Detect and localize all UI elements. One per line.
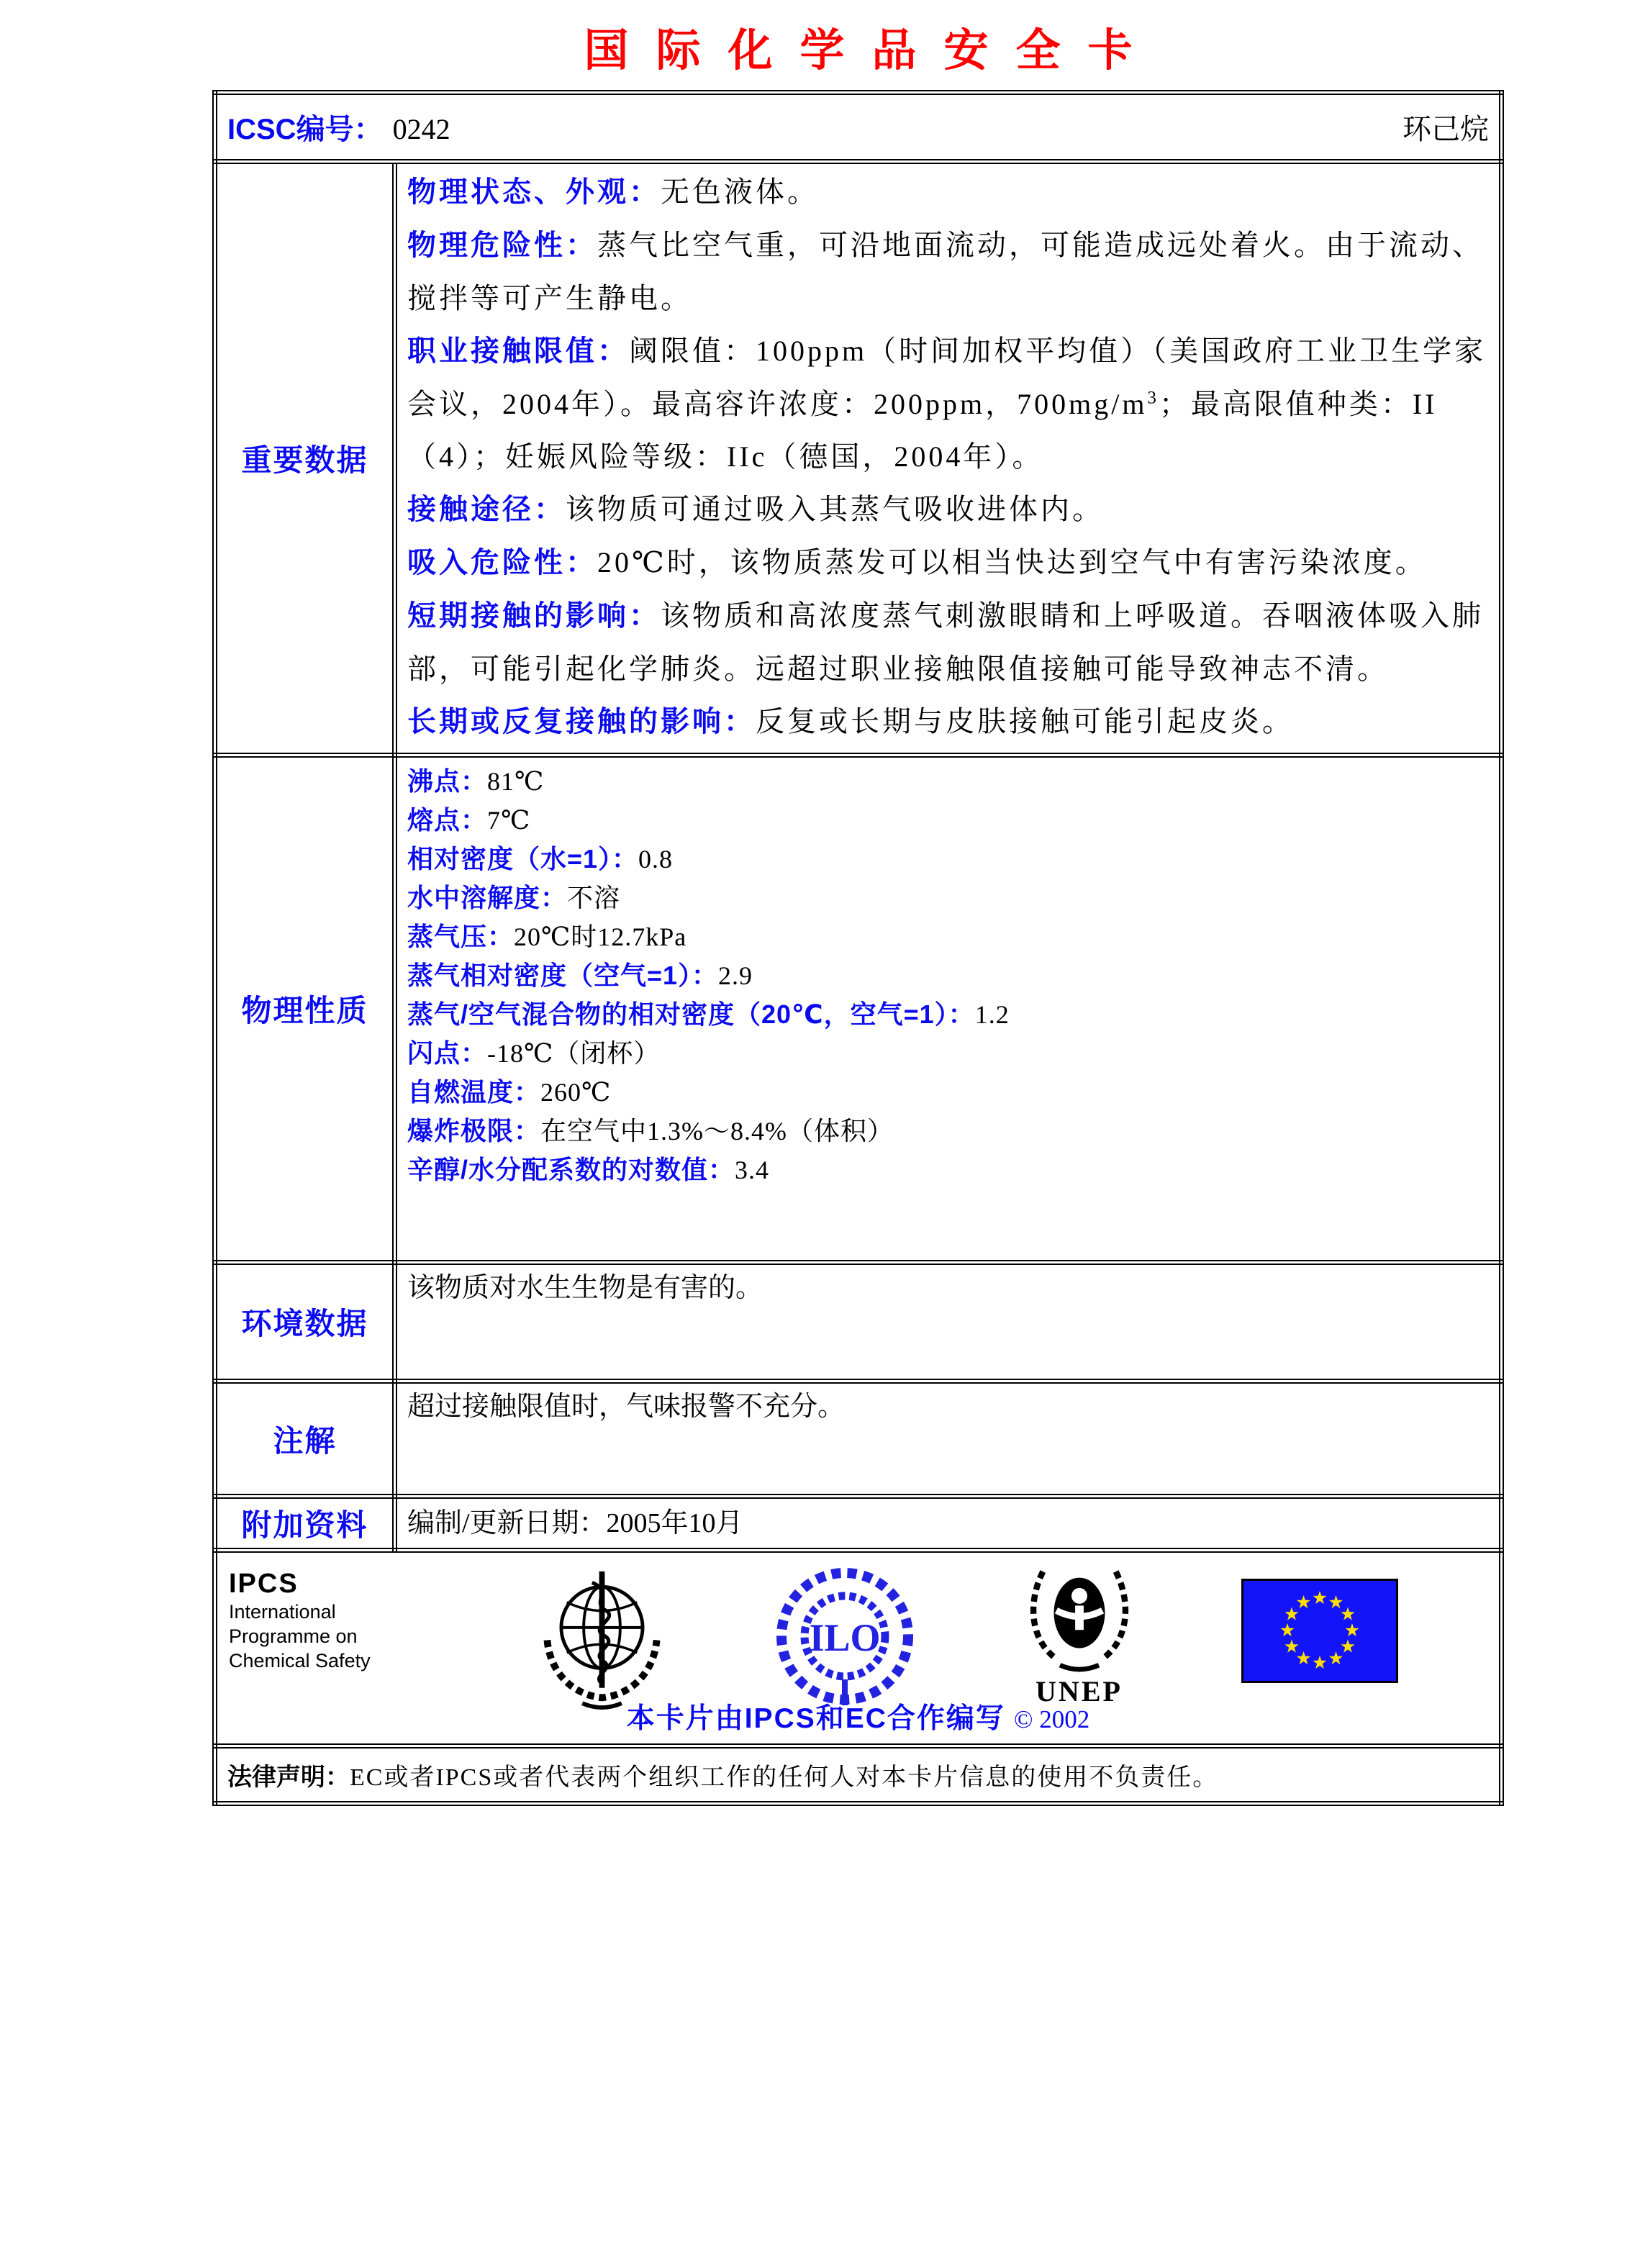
ilo-logo-icon xyxy=(773,1564,917,1715)
ipcs-line-1: International xyxy=(229,1601,336,1623)
footer-copyright: © 2002 xyxy=(1013,1705,1090,1733)
footer-row xyxy=(215,1551,1502,1746)
icsc-table xyxy=(212,90,1504,1806)
notes-content: 超过接触限值时，气味报警不充分。 xyxy=(395,1382,1502,1497)
notes-row xyxy=(215,1382,1502,1497)
icsc-number-value: 0242 xyxy=(392,113,450,145)
icsc-number-label: ICSC编号： xyxy=(227,114,383,145)
who-logo-icon xyxy=(532,1564,672,1712)
footer-cell xyxy=(215,1551,1502,1746)
ipcs-line-2: Programme on xyxy=(229,1625,358,1647)
additional-info-content: 编制/更新日期：2005年10月 xyxy=(395,1497,1502,1551)
physical-properties-content: 沸点：81℃ 熔点：7℃ 相对密度（水=1）：0.8 水中溶解度：不溶 蒸气压：20℃时12.7kPa 蒸气相对密度（空气=1）：2.9 蒸气/空气混合物的相对密度（20℃，空气=1）：1.2 闪点：-18℃（闭杯） 自燃温度：260℃ 爆炸极限：在空气中1.3%～8.4%（体积） 辛醇/水分配系数的对数值：3.4 xyxy=(395,756,1502,1263)
physical-properties-row xyxy=(215,756,1502,1263)
section-label-additional: 附加资料 xyxy=(215,1497,395,1551)
header-cell xyxy=(215,93,1502,162)
icsc-number-group xyxy=(227,106,450,148)
footer-caption xyxy=(217,1696,1499,1736)
section-label-physical: 物理性质 xyxy=(215,756,395,1263)
page-title: 国际化学品安全卡 xyxy=(584,26,1160,76)
ilo-logo-text: ILO xyxy=(809,1616,881,1659)
chemical-name: 环己烷 xyxy=(1402,113,1489,145)
important-data-content: 物理状态、外观：无色液体。 物理危险性：蒸气比空气重，可沿地面流动，可能造成远处着火。由于流动、搅拌等可产生静电。 职业接触限值：阈限值：100ppm（时间加权平均值）（美国政府工业卫生学家会议，2004年）。最高容许浓度：200ppm，$700mg/m^3$；最高限值种类：II（4）；妊娠风险等级：IIc（德国，2004年）。 接触途径：该物质可通过吸入其蒸气吸收进体内。 吸入危险性：20℃时，该物质蒸发可以相当快达到空气中有害污染浓度。 短期接触的影响：该物质和高浓度蒸气刺激眼睛和上呼吸道。吞咽液体吸入肺部，可能引起化学肺炎。远超过职业接触限值接触可能导致神志不清。 长期或反复接触的影响：反复或长期与皮肤接触可能引起皮炎。 xyxy=(395,162,1502,756)
section-label-important: 重要数据 xyxy=(215,162,395,756)
legal-cell xyxy=(215,1746,1502,1804)
legal-label: 法律声明： xyxy=(227,1764,350,1791)
unep-logo-text: UNEP xyxy=(1036,1675,1123,1707)
eu-flag-icon xyxy=(1241,1564,1398,1683)
environmental-data-content: 该物质对水生生物是有害的。 xyxy=(395,1263,1502,1382)
ipcs-block xyxy=(229,1564,430,1673)
section-label-environment: 环境数据 xyxy=(215,1263,395,1382)
important-data-row xyxy=(215,162,1502,756)
ipcs-title: IPCS xyxy=(229,1569,299,1599)
footer-caption-text: 本卡片由IPCS和EC合作编写 xyxy=(626,1703,1005,1734)
legal-row xyxy=(215,1746,1502,1804)
ipcs-line-3: Chemical Safety xyxy=(229,1650,371,1671)
unep-logo-icon xyxy=(1018,1564,1141,1706)
header-row xyxy=(215,93,1502,162)
legal-text: EC或者IPCS或者代表两个组织工作的任何人对本卡片信息的使用不负责任。 xyxy=(350,1764,1219,1791)
section-label-notes: 注解 xyxy=(215,1382,395,1497)
environmental-data-row xyxy=(215,1263,1502,1382)
additional-info-row xyxy=(215,1497,1502,1551)
